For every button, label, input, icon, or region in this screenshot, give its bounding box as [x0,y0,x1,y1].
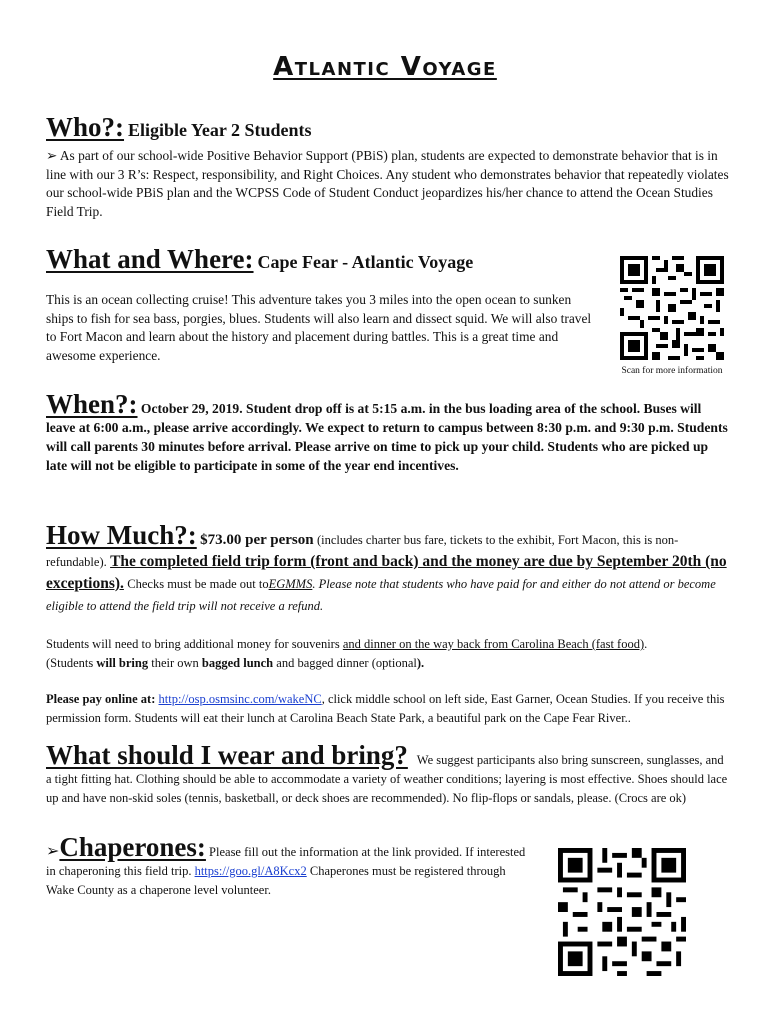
page-title: Atlantic Voyage [273,52,497,82]
bring-tail: and bagged dinner (optional [276,655,417,670]
bring-close: ). [416,655,425,670]
chaperones-section [46,832,534,900]
money-end: . [644,637,648,651]
bring-open: (Students [46,655,94,670]
wear-section [46,740,730,808]
qr-code-icon [558,848,686,976]
due-notice: The completed field trip form (front and back) and the money are due by September 20th (no exceptions). [46,553,727,592]
qr-code-chaperones[interactable] [558,848,686,976]
what-section [46,244,606,365]
money-paragraph [46,635,730,672]
pay-label: Please pay online at: [46,692,156,706]
how-much-heading: How Much?: [46,520,197,550]
who-paragraph [46,147,736,221]
who-text: As part of our school-wide Positive Behavior Support (PBiS) plan, students are expected to demonstrate behavior that is in line with our 3 R’s: Respect, responsibility, and Right Choices. Any student who demonstrates behavior that repeatedly violates our school-wide PBiS plan and the WCPSS Code of Student Conduct jeopardizes his/her chance to attend the Ocean Studies Field Trip. [46,148,729,219]
how-much-paragraph [46,520,730,617]
chaperone-signup-link[interactable]: https://goo.gl/A8Kcx2 [194,864,307,878]
qr-code-info[interactable] [620,256,724,360]
pay-online-link[interactable]: http://osp.osmsinc.com/wakeNC [158,692,322,706]
when-text: October 29, 2019. Student drop off is at 5:15 a.m. in the bus loading area of the school. Buses will leave at 6:00 a.m., please arrive accordingly. We expect to return to campus between 8:30 p.m. and 9:30 p.m. Students will call parents 30 minutes before arrival. Please arrive on time to pick up your child. Students who are picked up late will not be eligible to participate in some of the year end incentives. [46,401,728,473]
chaperones-paragraph [46,832,534,900]
chaperones-heading: Chaperones: [59,832,206,862]
who-section [46,112,736,221]
price-includes: (includes charter bus fare, tickets to the exhibit, Fort Macon, this is non-refundable). [46,533,679,569]
money-underlined: and dinner on the way back from Carolina Beach (fast food) [342,637,645,651]
money-prefix: Students will need to bring additional money for souvenirs [46,637,340,651]
bullet-arrow-icon: ➢ [46,148,58,163]
chaperones-text-2: Chaperones must be registered through Wake County as a chaperone level volunteer. [46,864,506,897]
bring-bold-2: bagged lunch [201,655,274,670]
checks-payee: EGMMS [268,577,313,591]
bullet-arrow-icon: ➢ [46,843,60,860]
how-much-section [46,520,730,727]
wear-text: We suggest participants also bring sunscreen, sunglasses, and a tight fitting hat. Clothing should be able to accommodate a variety of weather conditions; layering is most effective. Shoes should lace up and have non-skid soles (tennis, basketball, or deck shoes are recommended). No flip-flops or sandals, please. (Crocs are ok) [46,753,728,805]
when-paragraph [46,389,730,475]
what-heading: What and Where: [46,244,254,274]
checks-prefix: Checks must be made out to [127,577,269,591]
bring-mid: their own [151,655,199,670]
when-heading: When?: [46,389,138,419]
pay-text: , click middle school on left side, East Garner, Ocean Studies. If you receive this permission form. Students will eat their lunch at Carolina Beach State Park, a beautiful park on the Cape Fear River.. [46,692,725,725]
what-text: This is an ocean collecting cruise! This adventure takes you 3 miles into the open ocean to sunken ships to fish for sea bass, porgies, blues. Students will also learn and dissect squid. We will also travel to Fort Macon and learn about the history and placement during battles. This is a great time and awesome experience. [46,292,592,363]
qr-code-icon [620,256,724,360]
chaperones-text-1: Please fill out the information at the link provided. If interested in chaperoning this field trip. [46,845,526,878]
checks-suffix: . Please note that students who have paid for and either do not attend or become eligible to attend the field trip will not receive a refund. [46,577,716,613]
bring-bold-1: will bring [96,655,149,670]
price: $73.00 per person [200,532,314,548]
wear-paragraph [46,740,730,808]
when-section [46,389,730,475]
who-heading: Who?: [46,112,125,142]
qr-caption: Scan for more information [621,366,723,376]
who-subhead: Eligible Year 2 Students [128,120,312,140]
wear-heading: What should I wear and bring? [46,740,408,770]
pay-paragraph [46,690,730,727]
what-subhead: Cape Fear - Atlantic Voyage [257,252,474,272]
